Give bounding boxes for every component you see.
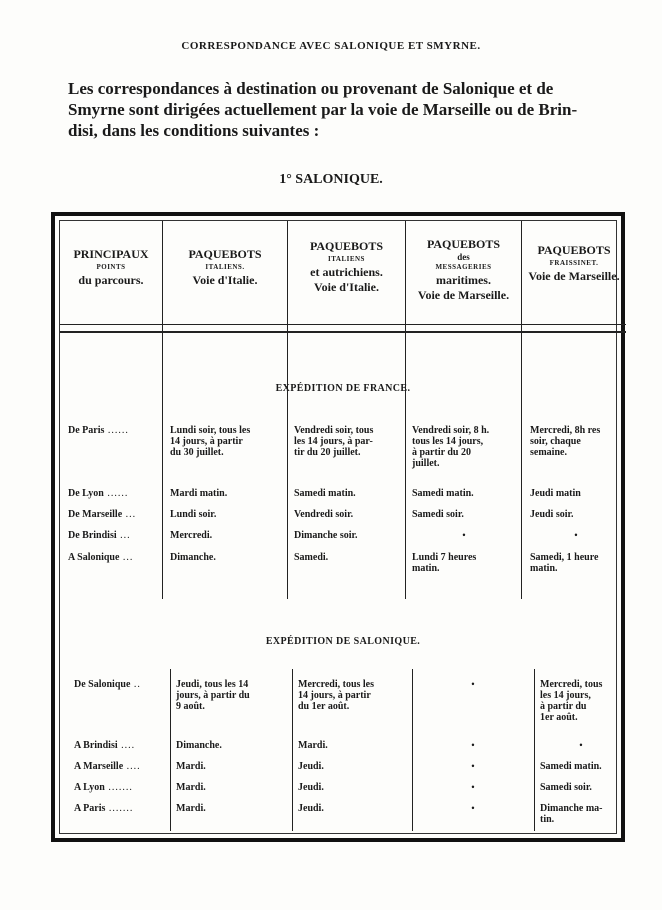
schedule-cell — [412, 552, 516, 574]
empty-mark — [418, 803, 528, 814]
cell-line: Mardi. — [176, 782, 206, 793]
schedule-cell — [530, 552, 622, 574]
cell-line: semaine. — [530, 447, 567, 458]
cell-line: les 14 jours, — [540, 690, 591, 701]
cell-line: Dimanche soir. — [294, 530, 358, 541]
leader-dots: .... — [123, 761, 141, 772]
empty-mark — [412, 530, 516, 541]
intro-line: disi, dans les conditions suivantes : — [68, 121, 320, 140]
place-name: A Marseille — [74, 761, 124, 772]
cell-line: Mardi. — [176, 761, 206, 772]
page-header: CORRESPONDANCE AVEC SALONIQUE ET SMYRNE. — [181, 40, 481, 52]
schedule-cell — [540, 679, 622, 723]
empty-mark — [418, 740, 528, 751]
cell-line: Dimanche ma- — [540, 803, 603, 814]
expedition-france-title: EXPÉDITION DE FRANCE. — [275, 383, 411, 394]
schedule-cell — [540, 761, 622, 772]
cell-line: matin. — [530, 563, 558, 574]
row-place — [74, 803, 174, 814]
schedule-cell — [530, 425, 622, 458]
cell-line: Mardi. — [176, 803, 206, 814]
column-header-italiens-autrichiens: PAQUEBOTS ITALIENS et autrichiens. Voie d'Italie. — [309, 239, 384, 294]
column-divider — [534, 669, 535, 831]
place-name: De Salonique — [74, 679, 131, 690]
intro-paragraph — [68, 78, 628, 141]
row-place — [74, 761, 174, 772]
schedule-cell — [298, 679, 406, 712]
row-place — [68, 552, 168, 563]
cell-line: • — [471, 761, 475, 771]
schedule-cell — [176, 740, 286, 751]
schedule-cell — [540, 803, 622, 825]
cell-line: Jeudi, tous les 14 — [176, 679, 249, 690]
schedule-cell — [176, 679, 286, 712]
schedule-cell — [412, 488, 516, 499]
intro-line: Les correspondances à destination ou provenant de Salonique et de — [68, 79, 554, 98]
row-place — [68, 425, 168, 436]
schedule-cell — [294, 488, 402, 499]
column-header-fraissinet: PAQUEBOTS FRAISSINET. Voie de Marseille. — [528, 243, 620, 283]
cell-line: Lundi 7 heures — [412, 552, 477, 563]
schedule-cell — [170, 552, 282, 563]
cell-line: Jeudi matin — [530, 488, 581, 499]
cell-line: • — [471, 740, 475, 750]
cell-line: 1er août. — [540, 712, 578, 723]
timetable-frame — [51, 212, 625, 842]
schedule-cell — [170, 509, 282, 520]
schedule-cell — [294, 530, 402, 541]
cell-line: Vendredi soir, 8 h. — [412, 425, 490, 436]
cell-line: juillet. — [412, 458, 440, 469]
schedule-cell — [412, 425, 516, 469]
row-place — [74, 740, 174, 751]
schedule-cell — [294, 509, 402, 520]
timetable — [59, 220, 620, 834]
cell-line: 14 jours, à partir — [170, 436, 243, 447]
cell-line: soir, chaque — [530, 436, 581, 447]
place-name: De Lyon — [68, 488, 104, 499]
cell-line: du 1er août. — [298, 701, 350, 712]
place-name: De Paris — [68, 425, 105, 436]
cell-line: Samedi matin. — [294, 488, 356, 499]
cell-line: • — [574, 530, 578, 540]
leader-dots: ...... — [104, 425, 129, 436]
cell-line: Jeudi. — [298, 782, 324, 793]
cell-line: tous les 14 jours, — [412, 436, 484, 447]
cell-line: Samedi matin. — [412, 488, 474, 499]
cell-line: Mardi matin. — [170, 488, 228, 499]
place-name: A Brindisi — [74, 740, 118, 751]
leader-dots: ....... — [105, 803, 134, 814]
cell-line: 9 août. — [176, 701, 205, 712]
schedule-cell — [294, 425, 402, 458]
schedule-cell — [298, 740, 406, 751]
cell-line: Samedi soir. — [540, 782, 592, 793]
leader-dots: ....... — [104, 782, 133, 793]
cell-line: Mercredi, 8h res — [530, 425, 601, 436]
leader-dots: .. — [130, 679, 141, 690]
schedule-cell — [298, 803, 406, 814]
place-name: A Lyon — [74, 782, 105, 793]
cell-line: tir du 20 juillet. — [294, 447, 361, 458]
schedule-cell — [176, 803, 286, 814]
empty-mark — [530, 530, 622, 541]
leader-dots: .... — [117, 740, 136, 751]
cell-line: Mercredi, tous les — [298, 679, 375, 690]
cell-line: tin. — [540, 814, 555, 825]
leader-dots: ... — [122, 509, 137, 520]
header-rule — [60, 324, 626, 325]
cell-line: Vendredi soir, tous — [294, 425, 374, 436]
row-place — [68, 488, 168, 499]
leader-dots: ...... — [103, 488, 129, 499]
cell-line: matin. — [412, 563, 440, 574]
leader-dots: ... — [119, 552, 134, 563]
schedule-cell — [530, 509, 622, 520]
cell-line: • — [462, 530, 466, 540]
cell-line: à partir du 20 — [412, 447, 471, 458]
cell-line: • — [471, 679, 475, 689]
row-place — [68, 530, 168, 541]
cell-line: les 14 jours, à par- — [294, 436, 373, 447]
schedule-cell — [176, 782, 286, 793]
empty-mark — [540, 740, 622, 751]
cell-line: du 30 juillet. — [170, 447, 224, 458]
cell-line: Samedi, 1 heure — [530, 552, 599, 563]
expedition-salonique-title: EXPÉDITION DE SALONIQUE. — [265, 636, 421, 647]
cell-line: Mardi. — [298, 740, 328, 751]
cell-line: Samedi. — [294, 552, 329, 563]
cell-line: 14 jours, à partir — [298, 690, 371, 701]
cell-line: Jeudi. — [298, 761, 324, 772]
place-name: A Paris — [74, 803, 106, 814]
place-name: A Salonique — [68, 552, 120, 563]
cell-line: • — [471, 803, 475, 813]
cell-line: Samedi soir. — [412, 509, 464, 520]
schedule-cell — [294, 552, 402, 563]
cell-line: Samedi matin. — [540, 761, 602, 772]
section-title: 1° SALONIQUE. — [279, 172, 383, 187]
schedule-cell — [530, 488, 622, 499]
column-header-italiens: PAQUEBOTS ITALIENS. Voie d'Italie. — [188, 247, 262, 287]
cell-line: Jeudi. — [298, 803, 324, 814]
empty-mark — [418, 679, 528, 690]
row-place — [74, 782, 174, 793]
schedule-cell — [540, 782, 622, 793]
schedule-cell — [412, 509, 516, 520]
schedule-cell — [298, 761, 406, 772]
empty-mark — [418, 761, 528, 772]
cell-line: à partir du — [540, 701, 587, 712]
cell-line: Mercredi, tous — [540, 679, 603, 690]
intro-line: Smyrne sont dirigées actuellement par la voie de Marseille ou de Brin- — [68, 100, 578, 119]
column-divider — [412, 669, 413, 831]
column-header-messageries: PAQUEBOTS des MESSAGERIES maritimes. Voie de Marseille. — [417, 237, 510, 302]
place-name: De Marseille — [68, 509, 123, 520]
cell-line: Vendredi soir. — [294, 509, 354, 520]
cell-line: Dimanche. — [176, 740, 222, 751]
row-place — [74, 679, 174, 690]
cell-line: Lundi soir. — [170, 509, 217, 520]
column-divider — [292, 669, 293, 831]
cell-line: • — [471, 782, 475, 792]
schedule-cell — [170, 425, 282, 458]
schedule-cell — [298, 782, 406, 793]
header-rule — [60, 331, 626, 333]
place-name: De Brindisi — [68, 530, 117, 541]
schedule-cell — [176, 761, 286, 772]
cell-line: • — [579, 740, 583, 750]
cell-line: Jeudi soir. — [530, 509, 574, 520]
cell-line: Lundi soir, tous les — [170, 425, 251, 436]
leader-dots: ... — [116, 530, 131, 541]
schedule-cell — [170, 530, 282, 541]
row-place — [68, 509, 168, 520]
cell-line: Dimanche. — [170, 552, 216, 563]
schedule-cell — [170, 488, 282, 499]
empty-mark — [418, 782, 528, 793]
cell-line: Mercredi. — [170, 530, 213, 541]
column-header-points: PRINCIPAUX POINTS du parcours. — [73, 247, 149, 287]
cell-line: jours, à partir du — [176, 690, 250, 701]
